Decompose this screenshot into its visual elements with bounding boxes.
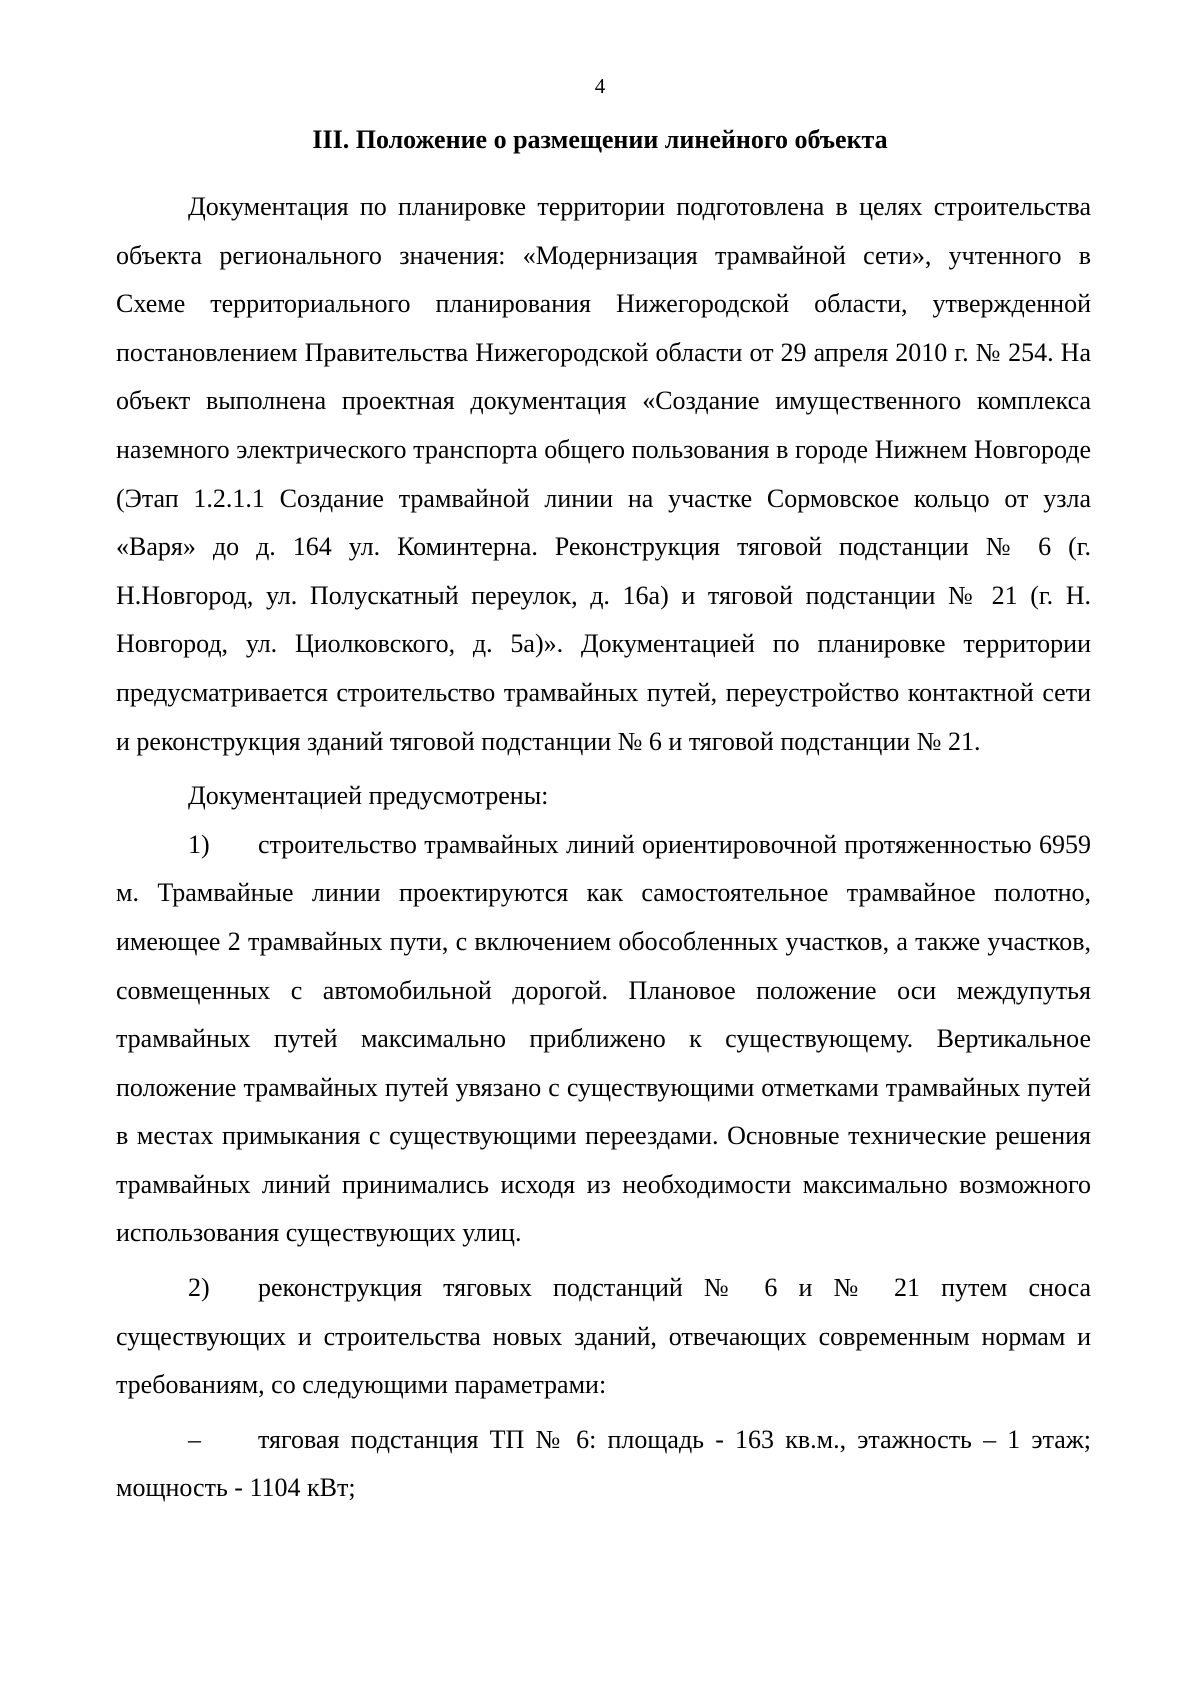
paragraph-documentation-purpose: Документация по планировке территории подготовлена в целях строительства объекта регионального значения: «Модернизация трамвайной сети», учтенного в Схеме территориального планирования Нижегородской области, утвержденной постановлением Правительства Нижегородской области от 29 апреля 2010 г. № 254. На объект выполнена проектная документация «Создание имущественного комплекса наземного электрического транспорта общего пользования в городе Нижнем Новгороде (Этап 1.2.1.1 Создание трамвайной линии на участке Сормовское кольцо от узла «Варя» до д. 164 ул. Коминтерна. Реконструкция тяговой подстанции № 6 (г. Н.Новгород, ул. Полускатный переулок, д. 16а) и тяговой подстанции № 21 (г. Н. Новгород, ул. Циолковского, д. 5а)». Документацией по планировке территории предусматривается строительство трамвайных путей, переустройство контактной сети и реконструкция зданий тяговой подстанции № 6 и тяговой подстанции № 21. xyxy=(116,192,1091,756)
list-item-text: реконструкция тяговых подстанций № 6 и № 21 путем сноса существующих и строительства новых зданий, отвечающих современным нормам и требованиям, со следующими параметрами: xyxy=(116,1273,1091,1400)
page-number: 4 xyxy=(594,74,606,98)
list-item-tram-lines xyxy=(116,821,1091,1258)
list-marker: 1) xyxy=(188,829,210,859)
list-marker: 2) xyxy=(188,1273,210,1303)
list-marker: – xyxy=(188,1424,201,1454)
list-item-substations xyxy=(116,1264,1091,1410)
paragraph-provided-intro: Документацией предусмотрены: xyxy=(188,781,549,811)
list-item-text: тяговая подстанция ТП № 6: площадь - 163 кв.м., этажность – 1 этаж; мощность - 1104 кВт; xyxy=(116,1424,1091,1503)
section-heading: III. Положение о размещении линейного объекта xyxy=(312,125,888,154)
list-item-text: строительство трамвайных линий ориентировочной протяженностью 6959 м. Трамвайные линии проектируются как самостоятельное трамвайное полотно, имеющее 2 трамвайных пути, с включением обособленных участков, а также участков, совмещенных с автомобильной дорогой. Плановое положение оси междупутья трамвайных путей максимально приближено к существующему. Вертикальное положение трамвайных путей увязано с существующими отметками трамвайных путей в местах примыкания с существующими переездами. Основные технические решения трамвайных линий принимались исходя из необходимости максимально возможного использования существующих улиц. xyxy=(116,829,1091,1248)
document-body xyxy=(116,183,1091,1513)
list-item-substation-6 xyxy=(116,1416,1091,1513)
